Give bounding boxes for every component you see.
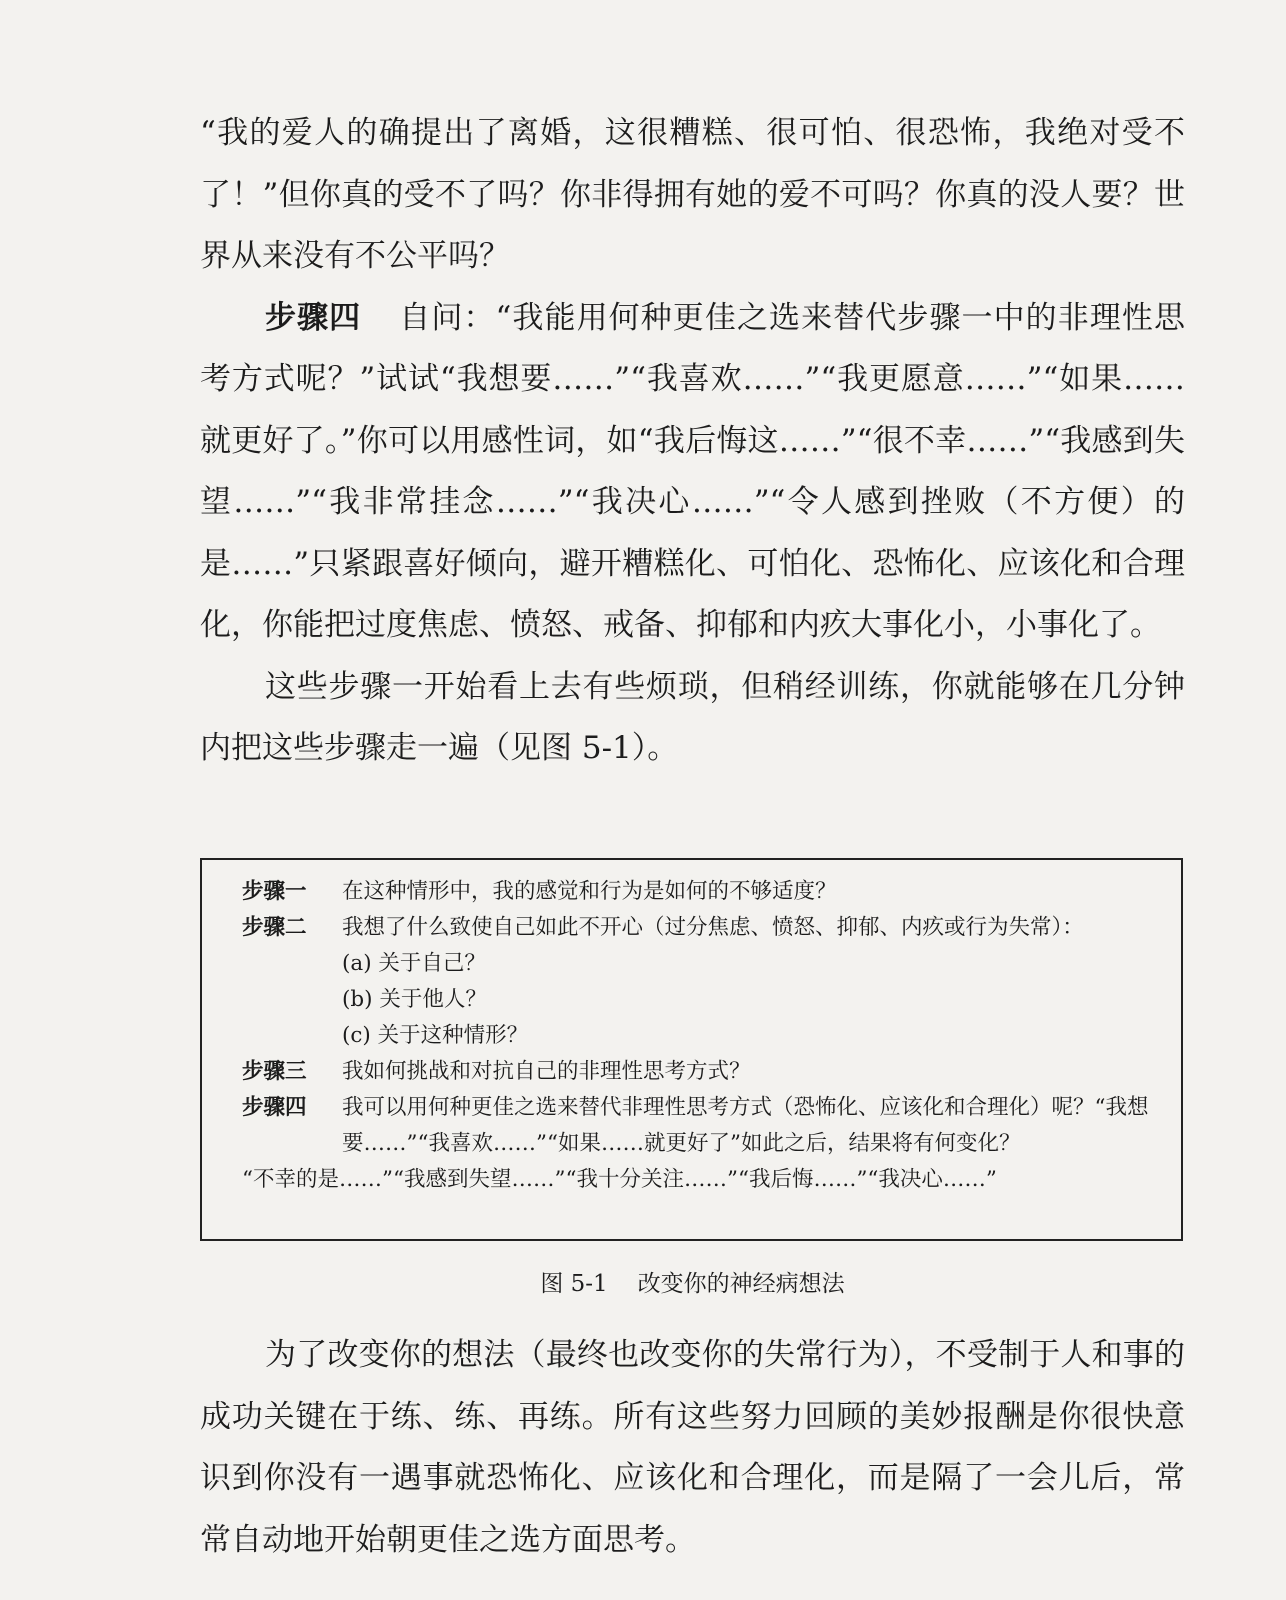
figure-step-2 [242,910,1171,946]
figure-step-3-label: 步骤三 [242,1059,307,1084]
figure-step-2-label: 步骤二 [242,915,307,940]
figure-step-4 [242,1090,1171,1162]
figure-step-1-label: 步骤一 [242,879,307,904]
figure-footer: “不幸的是……”“我感到失望……”“我十分关注……”“我后悔……”“我决心……” [242,1167,997,1192]
figure-caption-number: 图 5-1 [540,1271,608,1297]
figure-step-2-a: (a) 关于自己？ [342,951,486,976]
figure-step-3 [242,1054,1171,1090]
paragraph-1: “我的爱人的确提出了离婚，这很糟糕、很可怕、很恐怖，我绝对受不了！”但你真的受不了吗？你非得拥有她的爱不可吗？你真的没人要？世界从来没有不公平吗？ [200,115,1185,274]
paragraph-4: 为了改变你的想法（最终也改变你的失常行为），不受制于人和事的成功关键在于练、练、再练。所有这些努力回顾的美妙报酬是你很快意识到你没有一遇事就恐怖化、应该化和合理化，而是隔了一会儿后，常常自动地开始朝更佳之选方面思考。 [200,1337,1185,1558]
figure-step-1-text: 在这种情形中，我的感觉和行为是如何的不够适度？ [342,879,837,904]
figure-step-3-text: 我如何挑战和对抗自己的非理性思考方式？ [342,1059,751,1084]
figure-step-1 [242,874,1171,910]
step-four-text: 自问：“我能用何种更佳之选来替代步骤一中的非理性思考方式呢？”试试“我想要……”“我喜欢……”“我更愿意……”“如果……就更好了。”你可以用感性词，如“我后悔这……”“很不幸……”“我感到失望……”“我非常挂念……”“我决心……”“令人感到挫败（不方便）的是……”只紧跟喜好倾向，避开糟糕化、可怕化、恐怖化、应该化和合理化，你能把过度焦虑、愤怒、戒备、抑郁和内疚大事化小，小事化了。 [200,299,1185,643]
figure-caption [200,1268,1185,1300]
figure-step-2-text: 我想了什么致使自己如此不开心（过分焦虑、愤怒、抑郁、内疚或行为失常）： [342,915,1084,940]
paragraph-3: 这些步骤一开始看上去有些烦琐，但稍经训练，你就能够在几分钟内把这些步骤走一遍（见图 5-1）。 [200,668,1185,766]
step-four-label: 步骤四 [265,299,362,336]
paragraph-bottom [200,1325,1185,1571]
figure-5-1-box [200,858,1183,1241]
figure-step-2-c: (c) 关于这种情形？ [342,1023,529,1048]
figure-step-4-label: 步骤四 [242,1095,307,1120]
figure-step-2-b: (b) 关于他人？ [342,987,487,1012]
paragraph-top [200,103,1185,780]
paragraph-step-four [200,288,1185,657]
figure-caption-title: 改变你的神经病想法 [637,1271,845,1297]
figure-step-4-text: 我可以用何种更佳之选来替代非理性思考方式（恐怖化、应该化和合理化）呢？“我想要……”“我喜欢……”“如果……就更好了”如此之后，结果将有何变化？ [342,1095,1149,1156]
